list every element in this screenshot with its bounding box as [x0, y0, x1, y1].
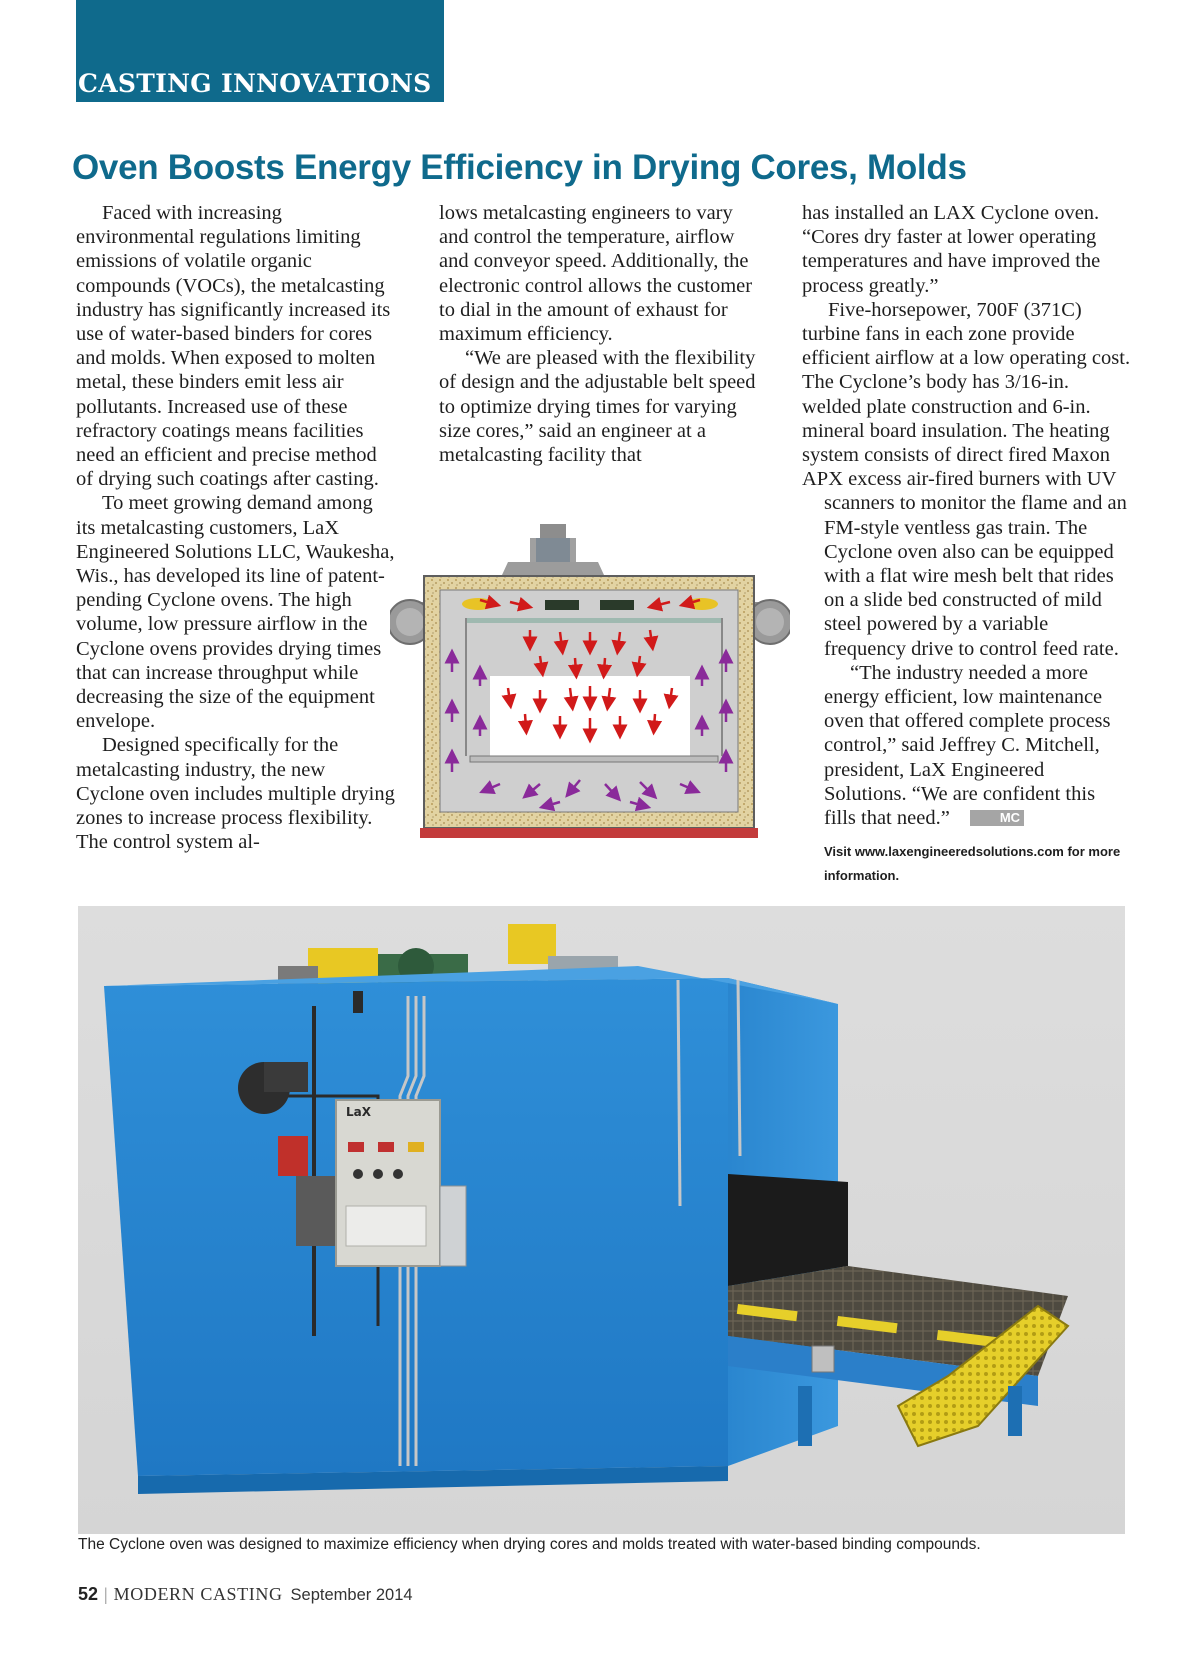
paragraph: To meet growing demand among its metalcasting customers, LaX Engineered Solutions LLC, Waukesha, Wis., has developed its line of patent-pending Cyclone ovens. The high volume, low pressure airflow in the Cyclone ovens provides drying times that can increase throughput while decreasing the size of the equipment envelope.	[76, 492, 395, 733]
article-headline: Oven Boosts Energy Efficiency in Drying Cores, Molds	[72, 148, 967, 187]
cyclone-oven-illustration	[78, 906, 1125, 1534]
left-fan-icon	[462, 598, 494, 610]
page-footer	[78, 1584, 413, 1605]
paragraph: Designed specifically for the metalcasting industry, the new Cyclone oven includes multiple drying zones to increase process flexibility. The control system al-	[76, 734, 395, 854]
paragraph: Faced with increasing environmental regulations limiting emissions of volatile organic compounds (VOCs), the metalcasting industry has significantly increased its use of water-based binders for cores and molds. When exposed to molten metal, these binders emit less air pollutants. Increased use of these refractory coatings means facilities need an efficient and precise method of drying such coatings after casting.	[76, 202, 391, 491]
photo-caption: The Cyclone oven was designed to maximize efficiency when drying cores and molds treated with water-based binding compounds.	[78, 1536, 981, 1553]
magazine-name: MODERN CASTING	[113, 1584, 283, 1604]
paragraph: Five-horsepower, 700F (371C) turbine fans in each zone provide efficient airflow at a low operating cost. The Cyclone’s body has 3/16-in. welded plate construction and 6-in. mineral board insulation. The heating system consists of direct fired Maxon APX excess air-fired burners with UV	[802, 298, 1131, 491]
paragraph: scanners to monitor the flame and an FM-style ventless gas train. The Cyclone oven also can be equipped with a flat wire mesh belt that rides on a slide bed constructed of mild steel powered by a variable frequency drive to control feed rate.	[824, 492, 1127, 660]
oven-photo	[78, 906, 1125, 1534]
paragraph: has installed an LAX Cyclone oven. “Cores dry faster at lower operating temperatures and have improved the process greatly.”	[802, 202, 1101, 297]
end-mark-badge: MC	[970, 810, 1024, 826]
oven-airflow-diagram	[390, 522, 790, 878]
quote-text: “The industry needed a more energy efficient, low maintenance oven that offered complete process control,” said Jeffrey C. Mitchell, president, LaX Engineered Solutions. “We are confident this fills that need.”	[824, 661, 1111, 830]
article-column-3	[802, 201, 1132, 888]
disconnect-switch	[812, 1346, 834, 1372]
section-label: CASTING INNOVATIONS	[78, 69, 432, 98]
section-tab	[76, 0, 444, 102]
paragraph	[824, 661, 1130, 830]
article-column-2	[439, 201, 761, 467]
paragraph: “We are pleased with the flexibility of design and the adjustable belt speed to optimize drying times for varying size cores,” said an engineer at a metalcasting facility that	[439, 347, 756, 467]
page-number: 52	[78, 1584, 99, 1604]
right-fan-icon	[686, 598, 718, 610]
article-column-1	[76, 201, 396, 854]
conveyor-belt	[470, 756, 718, 762]
footer-separator: |	[104, 1584, 108, 1604]
issue-date: September 2014	[290, 1586, 413, 1604]
visit-link-text: Visit www.laxengineeredsolutions.com for more information.	[824, 844, 1121, 884]
indented-text-block	[824, 491, 1130, 888]
paragraph: lows metalcasting engineers to vary and control the temperature, airflow and conveyor speed. Additionally, the electronic control allows the customer to dial in the amount of exhaust for maximum efficiency.	[439, 202, 753, 346]
panel-brand: LaX	[346, 1105, 371, 1119]
